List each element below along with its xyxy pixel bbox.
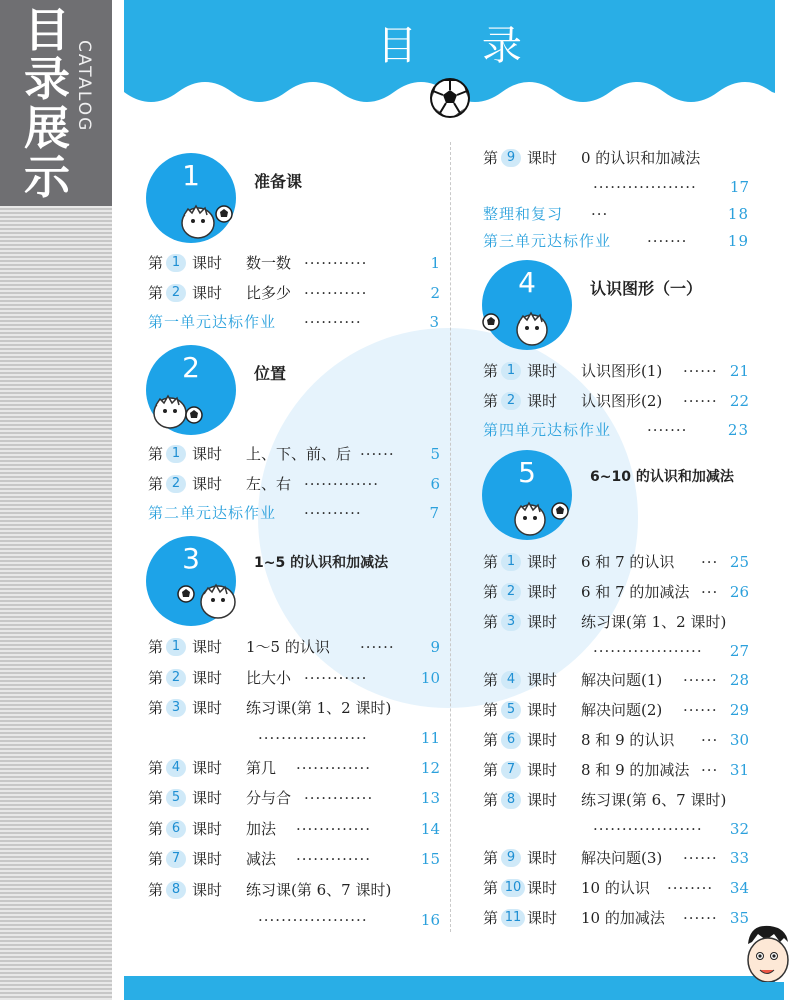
lesson-title: 上、下、前、后 xyxy=(246,445,352,463)
lesson-number-badge: 7 xyxy=(166,850,186,868)
lesson-title: 第几 xyxy=(246,759,277,777)
page-number: 3 xyxy=(429,313,440,331)
leader-dots: ······ xyxy=(360,445,395,463)
lesson-suffix: 课时 xyxy=(527,761,558,779)
lesson-row[interactable] xyxy=(483,611,753,663)
lesson-prefix: 第 xyxy=(148,820,164,838)
sidebar-title-char: 示 xyxy=(24,150,70,204)
leader-dots: ············· xyxy=(296,850,371,868)
lesson-suffix: 课时 xyxy=(527,909,558,927)
lesson-title: 认识图形(2) xyxy=(581,392,663,410)
sidebar-title-char: 展 xyxy=(24,101,70,155)
lesson-number-badge: 4 xyxy=(166,759,186,777)
lesson-number-badge: 3 xyxy=(166,699,186,717)
lesson-row[interactable] xyxy=(148,848,440,870)
review-row[interactable] xyxy=(483,203,753,225)
page-footer xyxy=(124,976,775,1000)
page-number: 33 xyxy=(729,849,749,867)
lesson-row[interactable] xyxy=(148,787,440,809)
dinosaur-mascot-icon xyxy=(482,304,552,352)
lesson-number-badge: 2 xyxy=(166,284,186,302)
leader-dots: ··················· xyxy=(593,820,703,838)
unit-test-row[interactable] xyxy=(483,230,753,252)
unit-test-label: 第四单元达标作业 xyxy=(483,421,612,439)
lesson-number-badge: 3 xyxy=(501,613,521,631)
lesson-suffix: 课时 xyxy=(527,849,558,867)
lesson-prefix: 第 xyxy=(148,445,164,463)
lesson-prefix: 第 xyxy=(148,284,164,302)
page-number: 7 xyxy=(429,504,440,522)
lesson-prefix: 第 xyxy=(483,909,499,927)
boy-face-icon xyxy=(740,922,790,1000)
unit-number: 3 xyxy=(182,542,200,575)
page-number: 14 xyxy=(420,820,440,838)
lesson-row[interactable] xyxy=(148,252,440,274)
lesson-number-badge: 1 xyxy=(166,638,186,656)
lesson-number-badge: 5 xyxy=(166,789,186,807)
page-number: 23 xyxy=(727,421,749,439)
leader-dots: ··················· xyxy=(258,911,368,929)
page-number: 31 xyxy=(729,761,749,779)
lesson-title: 比多少 xyxy=(246,284,292,302)
lesson-title: 分与合 xyxy=(246,789,292,807)
lesson-prefix: 第 xyxy=(483,392,499,410)
lesson-title: 认识图形(1) xyxy=(581,362,663,380)
unit-test-label: 第一单元达标作业 xyxy=(148,313,277,331)
lesson-row[interactable] xyxy=(148,818,440,840)
lesson-prefix: 第 xyxy=(148,669,164,687)
leader-dots: ············· xyxy=(296,759,371,777)
lesson-number-badge: 1 xyxy=(501,553,521,571)
lesson-title: 减法 xyxy=(246,850,277,868)
lesson-prefix: 第 xyxy=(483,362,499,380)
lesson-row[interactable] xyxy=(148,879,440,929)
toc-page xyxy=(124,0,775,1000)
page-number: 10 xyxy=(420,669,440,687)
column-divider xyxy=(450,142,451,932)
lesson-suffix: 课时 xyxy=(192,699,223,717)
lesson-title: 数一数 xyxy=(246,254,292,272)
lesson-number-badge: 1 xyxy=(166,445,186,463)
lesson-number-badge: 7 xyxy=(501,761,521,779)
leader-dots: ··········· xyxy=(304,254,368,272)
sidebar-title-char: 录 xyxy=(24,52,70,106)
lesson-row[interactable] xyxy=(148,667,440,689)
page-number: 9 xyxy=(430,638,440,656)
page-number: 15 xyxy=(420,850,440,868)
lesson-title: 练习课(第 1、2 课时) xyxy=(581,613,727,631)
lesson-number-badge: 2 xyxy=(501,392,521,410)
leader-dots: ··················· xyxy=(258,729,368,747)
lesson-row[interactable] xyxy=(148,282,440,304)
soccer-ball-icon xyxy=(429,77,471,119)
sidebar-title-char: 目 xyxy=(24,3,70,57)
lesson-title: 练习课(第 6、7 课时) xyxy=(581,791,727,809)
page-number: 11 xyxy=(420,729,440,747)
lesson-suffix: 课时 xyxy=(527,731,558,749)
lesson-title: 10 的加减法 xyxy=(581,909,665,927)
lesson-title: 8 和 9 的加减法 xyxy=(581,761,690,779)
page-number: 34 xyxy=(729,879,749,897)
page-number: 19 xyxy=(727,232,749,250)
lesson-suffix: 课时 xyxy=(192,881,223,899)
lesson-prefix: 第 xyxy=(148,850,164,868)
lesson-title: 10 的认识 xyxy=(581,879,650,897)
lesson-title: 0 的认识和加减法 xyxy=(581,149,701,167)
page-number: 27 xyxy=(729,642,749,660)
lesson-suffix: 课时 xyxy=(527,362,558,380)
dinosaur-mascot-icon xyxy=(176,193,236,243)
page-number: 35 xyxy=(729,909,749,927)
leader-dots: ······ xyxy=(360,638,395,656)
unit-title: 准备课 xyxy=(254,172,303,191)
lesson-title: 比大小 xyxy=(246,669,292,687)
lesson-number-badge: 8 xyxy=(166,881,186,899)
review-label: 整理和复习 xyxy=(483,205,564,223)
lesson-number-badge: 4 xyxy=(501,671,521,689)
lesson-row[interactable] xyxy=(483,581,753,603)
lesson-prefix: 第 xyxy=(148,475,164,493)
unit-number: 4 xyxy=(518,266,536,299)
unit-test-label: 第二单元达标作业 xyxy=(148,504,277,522)
lesson-suffix: 课时 xyxy=(192,445,223,463)
lesson-suffix: 课时 xyxy=(527,392,558,410)
leader-dots: ······ xyxy=(683,849,718,867)
lesson-prefix: 第 xyxy=(483,671,499,689)
lesson-prefix: 第 xyxy=(483,791,499,809)
lesson-row[interactable] xyxy=(483,907,753,929)
unit-title: 1~5 的认识和加减法 xyxy=(254,555,389,571)
leader-dots: ·················· xyxy=(593,178,697,196)
leader-dots: ··· xyxy=(701,731,719,749)
lesson-row[interactable] xyxy=(483,789,753,841)
page-number: 30 xyxy=(729,731,749,749)
lesson-number-badge: 6 xyxy=(501,731,521,749)
lesson-title: 解决问题(2) xyxy=(581,701,663,719)
leader-dots: ··· xyxy=(701,553,719,571)
unit-number: 2 xyxy=(182,351,200,384)
lesson-number-badge: 2 xyxy=(166,475,186,493)
page-number: 21 xyxy=(729,362,749,380)
leader-dots: ······ xyxy=(683,362,718,380)
lesson-prefix: 第 xyxy=(148,759,164,777)
lesson-row[interactable] xyxy=(148,697,440,747)
lesson-suffix: 课时 xyxy=(192,475,223,493)
dinosaur-mascot-icon xyxy=(510,494,574,542)
lesson-row[interactable] xyxy=(483,147,753,197)
lesson-title: 左、右 xyxy=(246,475,292,493)
lesson-prefix: 第 xyxy=(148,881,164,899)
lesson-number-badge: 2 xyxy=(501,583,521,601)
page-number: 25 xyxy=(729,553,749,571)
leader-dots: ······ xyxy=(683,701,718,719)
lesson-suffix: 课时 xyxy=(527,149,558,167)
lesson-number-badge: 6 xyxy=(166,820,186,838)
page-number: 22 xyxy=(729,392,749,410)
lesson-prefix: 第 xyxy=(148,789,164,807)
lesson-prefix: 第 xyxy=(148,254,164,272)
lesson-title: 练习课(第 1、2 课时) xyxy=(246,699,392,717)
lesson-number-badge: 9 xyxy=(501,149,521,167)
lesson-suffix: 课时 xyxy=(192,669,223,687)
lesson-title: 6 和 7 的加减法 xyxy=(581,583,690,601)
lesson-prefix: 第 xyxy=(483,849,499,867)
page-number: 6 xyxy=(430,475,440,493)
lesson-prefix: 第 xyxy=(483,761,499,779)
lesson-row[interactable] xyxy=(483,877,753,899)
page-number: 28 xyxy=(729,671,749,689)
lesson-row[interactable] xyxy=(483,551,753,573)
lesson-suffix: 课时 xyxy=(527,791,558,809)
unit-title: 认识图形（一） xyxy=(590,279,703,298)
lesson-suffix: 课时 xyxy=(192,759,223,777)
lesson-suffix: 课时 xyxy=(527,583,558,601)
sidebar-title xyxy=(24,3,72,204)
lesson-prefix: 第 xyxy=(483,149,499,167)
unit-test-row[interactable] xyxy=(148,311,440,333)
leader-dots: ··· xyxy=(701,583,719,601)
lesson-suffix: 课时 xyxy=(527,553,558,571)
lesson-suffix: 课时 xyxy=(527,613,558,631)
leader-dots: ·········· xyxy=(304,313,362,331)
leader-dots: ············· xyxy=(304,475,379,493)
leader-dots: ·········· xyxy=(304,504,362,522)
lesson-prefix: 第 xyxy=(483,553,499,571)
lesson-prefix: 第 xyxy=(483,583,499,601)
lesson-title: 解决问题(3) xyxy=(581,849,663,867)
dinosaur-mascot-icon xyxy=(148,385,208,435)
lesson-suffix: 课时 xyxy=(527,671,558,689)
page-number: 29 xyxy=(729,701,749,719)
page-number: 1 xyxy=(430,254,440,272)
lesson-title: 6 和 7 的认识 xyxy=(581,553,675,571)
unit-test-label: 第三单元达标作业 xyxy=(483,232,612,250)
unit-test-row[interactable] xyxy=(148,502,440,524)
leader-dots: ······ xyxy=(683,909,718,927)
lesson-row[interactable] xyxy=(148,443,440,465)
lesson-row[interactable] xyxy=(483,360,753,382)
lesson-title: 解决问题(1) xyxy=(581,671,663,689)
lesson-row[interactable] xyxy=(148,636,440,658)
lesson-row[interactable] xyxy=(483,390,753,412)
lesson-number-badge: 8 xyxy=(501,791,521,809)
page-number: 16 xyxy=(420,911,440,929)
unit-title: 6~10 的认识和加减法 xyxy=(590,469,734,485)
lesson-row[interactable] xyxy=(483,759,753,781)
leader-dots: ········ xyxy=(667,879,714,897)
lesson-row[interactable] xyxy=(148,757,440,779)
lesson-suffix: 课时 xyxy=(192,789,223,807)
page-number: 12 xyxy=(420,759,440,777)
page-number: 5 xyxy=(430,445,440,463)
lesson-suffix: 课时 xyxy=(192,284,223,302)
lesson-prefix: 第 xyxy=(483,731,499,749)
leader-dots: ············· xyxy=(296,820,371,838)
unit-number: 5 xyxy=(518,456,536,489)
lesson-suffix: 课时 xyxy=(192,850,223,868)
lesson-prefix: 第 xyxy=(148,699,164,717)
sidebar-header xyxy=(0,0,112,206)
lesson-suffix: 课时 xyxy=(527,701,558,719)
lesson-row[interactable] xyxy=(483,847,753,869)
lesson-prefix: 第 xyxy=(483,613,499,631)
page-number: 13 xyxy=(420,789,440,807)
dinosaur-mascot-icon xyxy=(176,576,246,628)
unit-test-row[interactable] xyxy=(483,419,753,441)
leader-dots: ······· xyxy=(647,232,688,250)
lesson-number-badge: 11 xyxy=(501,909,525,927)
lesson-number-badge: 9 xyxy=(501,849,521,867)
page-number: 32 xyxy=(729,820,749,838)
lesson-title: 加法 xyxy=(246,820,277,838)
leader-dots: ············ xyxy=(304,789,374,807)
lesson-prefix: 第 xyxy=(148,638,164,656)
lesson-row[interactable] xyxy=(148,473,440,495)
lesson-suffix: 课时 xyxy=(192,638,223,656)
lesson-number-badge: 5 xyxy=(501,701,521,719)
page-number: 18 xyxy=(727,205,749,223)
lesson-number-badge: 10 xyxy=(501,879,525,897)
lesson-prefix: 第 xyxy=(483,701,499,719)
page-number: 2 xyxy=(430,284,440,302)
page-number: 26 xyxy=(729,583,749,601)
lesson-row[interactable] xyxy=(483,729,753,751)
page-title: 目 录 xyxy=(377,23,548,69)
leader-dots: ······ xyxy=(683,392,718,410)
leader-dots: ··················· xyxy=(593,642,703,660)
lesson-suffix: 课时 xyxy=(192,820,223,838)
leader-dots: ··· xyxy=(701,761,719,779)
lesson-title: 1～5 的认识 xyxy=(246,638,330,656)
leader-dots: ······ xyxy=(683,671,718,689)
leader-dots: ······· xyxy=(647,421,688,439)
lesson-prefix: 第 xyxy=(483,879,499,897)
sidebar-subtitle: CATALOG xyxy=(74,40,94,133)
lesson-suffix: 课时 xyxy=(192,254,223,272)
unit-title: 位置 xyxy=(254,364,287,383)
lesson-row[interactable] xyxy=(483,669,753,691)
lesson-suffix: 课时 xyxy=(527,879,558,897)
lesson-title: 练习课(第 6、7 课时) xyxy=(246,881,392,899)
lesson-number-badge: 1 xyxy=(166,254,186,272)
leader-dots: ··········· xyxy=(304,284,368,302)
page-number: 17 xyxy=(729,178,749,196)
lesson-number-badge: 2 xyxy=(166,669,186,687)
leader-dots: ··· xyxy=(591,205,609,223)
unit-number: 1 xyxy=(182,159,200,192)
lesson-row[interactable] xyxy=(483,699,753,721)
leader-dots: ··········· xyxy=(304,669,368,687)
lesson-title: 8 和 9 的认识 xyxy=(581,731,675,749)
lesson-number-badge: 1 xyxy=(501,362,521,380)
